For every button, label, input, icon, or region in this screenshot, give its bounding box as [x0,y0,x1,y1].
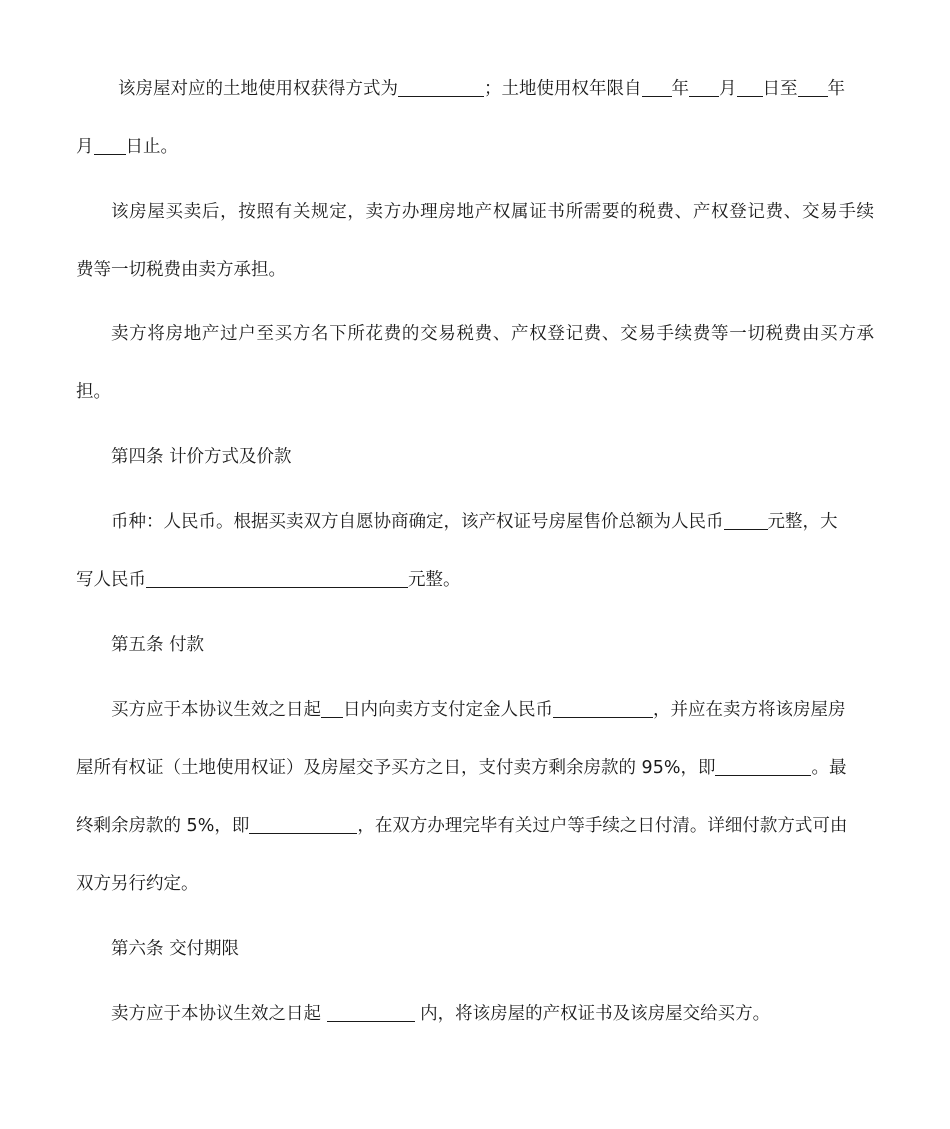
blank-field [642,78,672,97]
blank-field [327,1003,415,1022]
article-5-heading: 第五条 付款 [111,635,205,655]
blank-field [689,78,719,97]
text-line-11: 买方应于本协议生效之日起 日内向卖方支付定金人民币 ，并应在卖方将该房屋房 [111,700,846,720]
text-line-12: 屋所有权证（土地使用权证）及房屋交予买方之日，支付卖方剩余房款的 95%，即 。最 [76,758,847,778]
text-line-1: 该房屋对应的土地使用权获得方式为 ；土地使用权年限自 年 月 日至 年 [118,79,845,99]
text-line-4: 费等一切税费由卖方承担。 [76,260,286,280]
text-line-13: 终剩余房款的 5%，即 ，在双方办理完毕有关过户等手续之日付清。详细付款方式可由 [76,816,848,836]
blank-field [724,511,768,530]
article-6-heading: 第六条 交付期限 [111,939,240,959]
text-line-16: 卖方应于本协议生效之日起 内，将该房屋的产权证书及该房屋交给买方。 [111,1004,771,1024]
article-4-heading: 第四条 计价方式及价款 [111,447,292,467]
blank-field [249,815,357,834]
blank-field [146,569,408,588]
blank-field [798,78,828,97]
blank-field [398,78,484,97]
blank-field [553,699,653,718]
text-line-5: 卖方将房地产过户至买方名下所花费的交易税费、产权登记费、交易手续费等一切税费由买方承 [111,324,874,344]
text-line-3: 该房屋买卖后，按照有关规定，卖方办理房地产权属证书所需要的税费、产权登记费、交易手续 [111,202,874,222]
blank-field [715,757,811,776]
text-line-9: 写人民币 元整。 [76,570,461,590]
text-line-14: 双方另行约定。 [76,874,199,894]
blank-field [321,699,343,718]
text-line-6: 担。 [76,382,111,402]
text-line-8: 币种：人民币。根据买卖双方自愿协商确定，该产权证号房屋售价总额为人民币 元整，大 [111,512,838,532]
text-line-2: 月 日止。 [76,137,178,157]
blank-field [737,78,763,97]
blank-field [94,136,126,155]
